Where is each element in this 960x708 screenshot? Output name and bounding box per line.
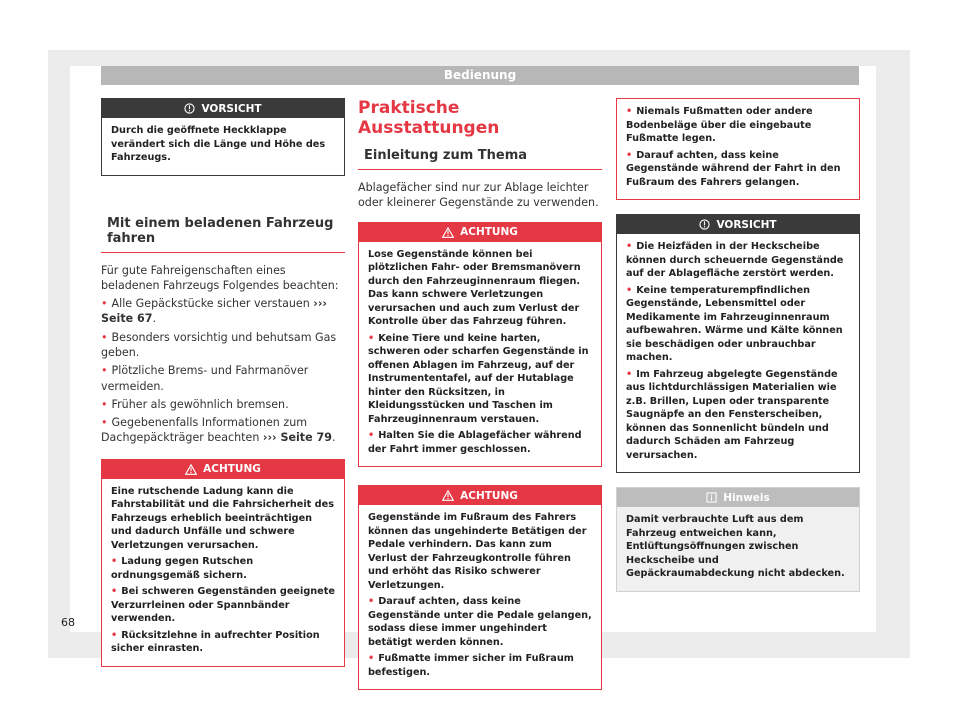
vorsicht-box <box>616 214 860 473</box>
list-item: • Im Fahrzeug abgelegte Gegenstände aus lichtdurchlässigen Materialien wie z.B. Brillen, Lupen oder transparente Saugnäpfe an den Fensterscheiben, können das Sonnenlicht bündeln und dadurch Schäden am Fahrzeug verursachen. <box>626 368 850 463</box>
list-item: • Fußmatte immer sicher im Fußraum befestigen. <box>368 652 592 679</box>
achtung-header <box>359 486 601 505</box>
vorsicht-body <box>617 234 859 472</box>
column-left <box>101 98 345 677</box>
list-item: • Alle Gepäckstücke sicher verstauen ››› Seite 67. <box>101 296 345 327</box>
vorsicht-header <box>617 215 859 234</box>
intro-text: Ablagefächer sind nur zur Ablage leichter oder kleinerer Gegenstände zu verwenden. <box>358 181 599 210</box>
achtung-text: Eine rutschende Ladung kann die Fahrstabilität und die Fahrsicherheit des Fahrzeugs erheblich beeinträchtigen und dadurch Unfälle und schwere Verletzungen verursachen. <box>111 485 334 551</box>
hinweis-header <box>617 488 859 507</box>
list-item: • Niemals Fußmatten oder andere Bodenbeläge über die eingebaute Fußmatte legen. <box>626 105 850 146</box>
list-item: • Besonders vorsichtig und behutsam Gas geben. <box>101 330 345 361</box>
list-item: • Darauf achten, dass keine Gegenstände während der Fahrt in den Fußraum des Fahrers gelangen. <box>626 149 850 190</box>
left-text <box>101 263 345 446</box>
info-circle-icon <box>184 103 195 114</box>
list-item: • Keine Tiere und keine harten, schweren oder scharfen Gegenstände in offenen Ablagen im Fahrzeug, auf der Instrumententafel, auf der Hutablage hinter den Rücksitzen, in Kleidungsstücken und Taschen im Fahrzeuginnenraum verstauen. <box>368 332 592 427</box>
hinweis-text: Damit verbrauchte Luft aus dem Fahrzeug entweichen kann, Entlüftungsöffnungen zwischen Heckscheibe und Gepäckraumabdeckung nicht abdecken. <box>626 514 845 579</box>
page-reference-link[interactable]: ››› Seite 79 <box>262 431 332 445</box>
list-item: • Gegebenenfalls Informationen zum Dachgepäckträger beachten ››› Seite 79. <box>101 415 345 446</box>
info-circle-icon <box>699 219 710 230</box>
vorsicht-body <box>102 118 344 175</box>
vorsicht-box <box>101 98 345 176</box>
achtung-title: ACHTUNG <box>460 226 518 239</box>
achtung-box <box>358 222 602 468</box>
list-item: • Ladung gegen Rutschen ordnungsgemäß sichern. <box>111 555 335 582</box>
vorsicht-header <box>102 99 344 118</box>
list-item: • Die Heizfäden in der Heckscheibe können durch scheuernde Gegenstände auf der Ablagefläche zerstört werden. <box>626 240 850 281</box>
column-right <box>616 98 860 602</box>
achtung-continuation-box <box>616 98 860 200</box>
achtung-body <box>359 242 601 467</box>
vorsicht-text: Durch die geöffnete Heckklappe verändert sich die Länge und Höhe des Fahrzeugs. <box>111 125 326 163</box>
intro-text: Für gute Fahreigenschaften eines beladenen Fahrzeugs Folgendes beachten: <box>101 263 339 292</box>
column-middle <box>358 98 602 700</box>
achtung-box <box>101 459 345 667</box>
achtung-header <box>359 223 601 242</box>
page-reference-link[interactable]: ››› Seite 67 <box>101 297 327 326</box>
list-item: • Früher als gewöhnlich bremsen. <box>101 397 345 412</box>
achtung-text: Lose Gegenstände können bei plötzlichen Fahr- oder Bremsmanövern durch den Fahrzeuginnenraum fliegen. Das kann schwere Verletzungen verursachen und auch zum Verlust der Kontrolle über das Fahrzeug führen. <box>368 248 581 328</box>
achtung-header <box>102 460 344 479</box>
warning-triangle-icon <box>442 227 454 238</box>
section-title: Mit einem beladenen Fahrzeug fahren <box>101 208 345 253</box>
achtung-body <box>102 479 344 666</box>
page-header: Bedienung <box>101 66 859 85</box>
list-item: • Keine temperaturempfindlichen Gegenstände, Lebensmittel oder Medikamente im Fahrzeuginnenraum aufbewahren. Wärme und Kälte können sie beschädigen oder unbrauchbar machen. <box>626 284 850 365</box>
hinweis-title: Hinweis <box>723 491 770 504</box>
warning-triangle-icon <box>442 490 454 501</box>
section-subtitle: Einleitung zum Thema <box>358 146 602 170</box>
achtung-title: ACHTUNG <box>203 463 261 476</box>
vorsicht-title: VORSICHT <box>201 102 262 115</box>
list-item: • Rücksitzlehne in aufrechter Position sicher einrasten. <box>111 629 335 656</box>
warning-triangle-icon <box>185 464 197 475</box>
achtung-text: Gegenstände im Fußraum des Fahrers können das ungehinderte Betätigen der Pedale verhindern. Das kann zum Verlust der Fahrzeugkontrolle führen und erhöht das Risiko schwerer Verletzungen. <box>368 512 587 591</box>
list-item: • Darauf achten, dass keine Gegenstände unter die Pedale gelangen, sodass diese immer ungehindert betätigt werden können. <box>368 595 592 649</box>
hinweis-box <box>616 487 860 592</box>
hinweis-body <box>617 507 859 591</box>
list-item: • Bei schweren Gegenständen geeignete Verzurrleinen oder Spannbänder verwenden. <box>111 585 335 626</box>
achtung-box <box>358 485 602 690</box>
middle-text <box>358 180 602 211</box>
list-item: • Halten Sie die Ablagefächer während der Fahrt immer geschlossen. <box>368 429 592 456</box>
achtung-body <box>359 505 601 689</box>
vorsicht-title: VORSICHT <box>716 218 777 231</box>
achtung-body <box>617 99 859 199</box>
chapter-title: Praktische Ausstattungen <box>358 98 500 138</box>
page-number: 68 <box>61 616 75 629</box>
list-item: • Plötzliche Brems- und Fahrmanöver vermeiden. <box>101 363 345 394</box>
info-note-icon <box>706 492 717 503</box>
achtung-title: ACHTUNG <box>460 489 518 502</box>
